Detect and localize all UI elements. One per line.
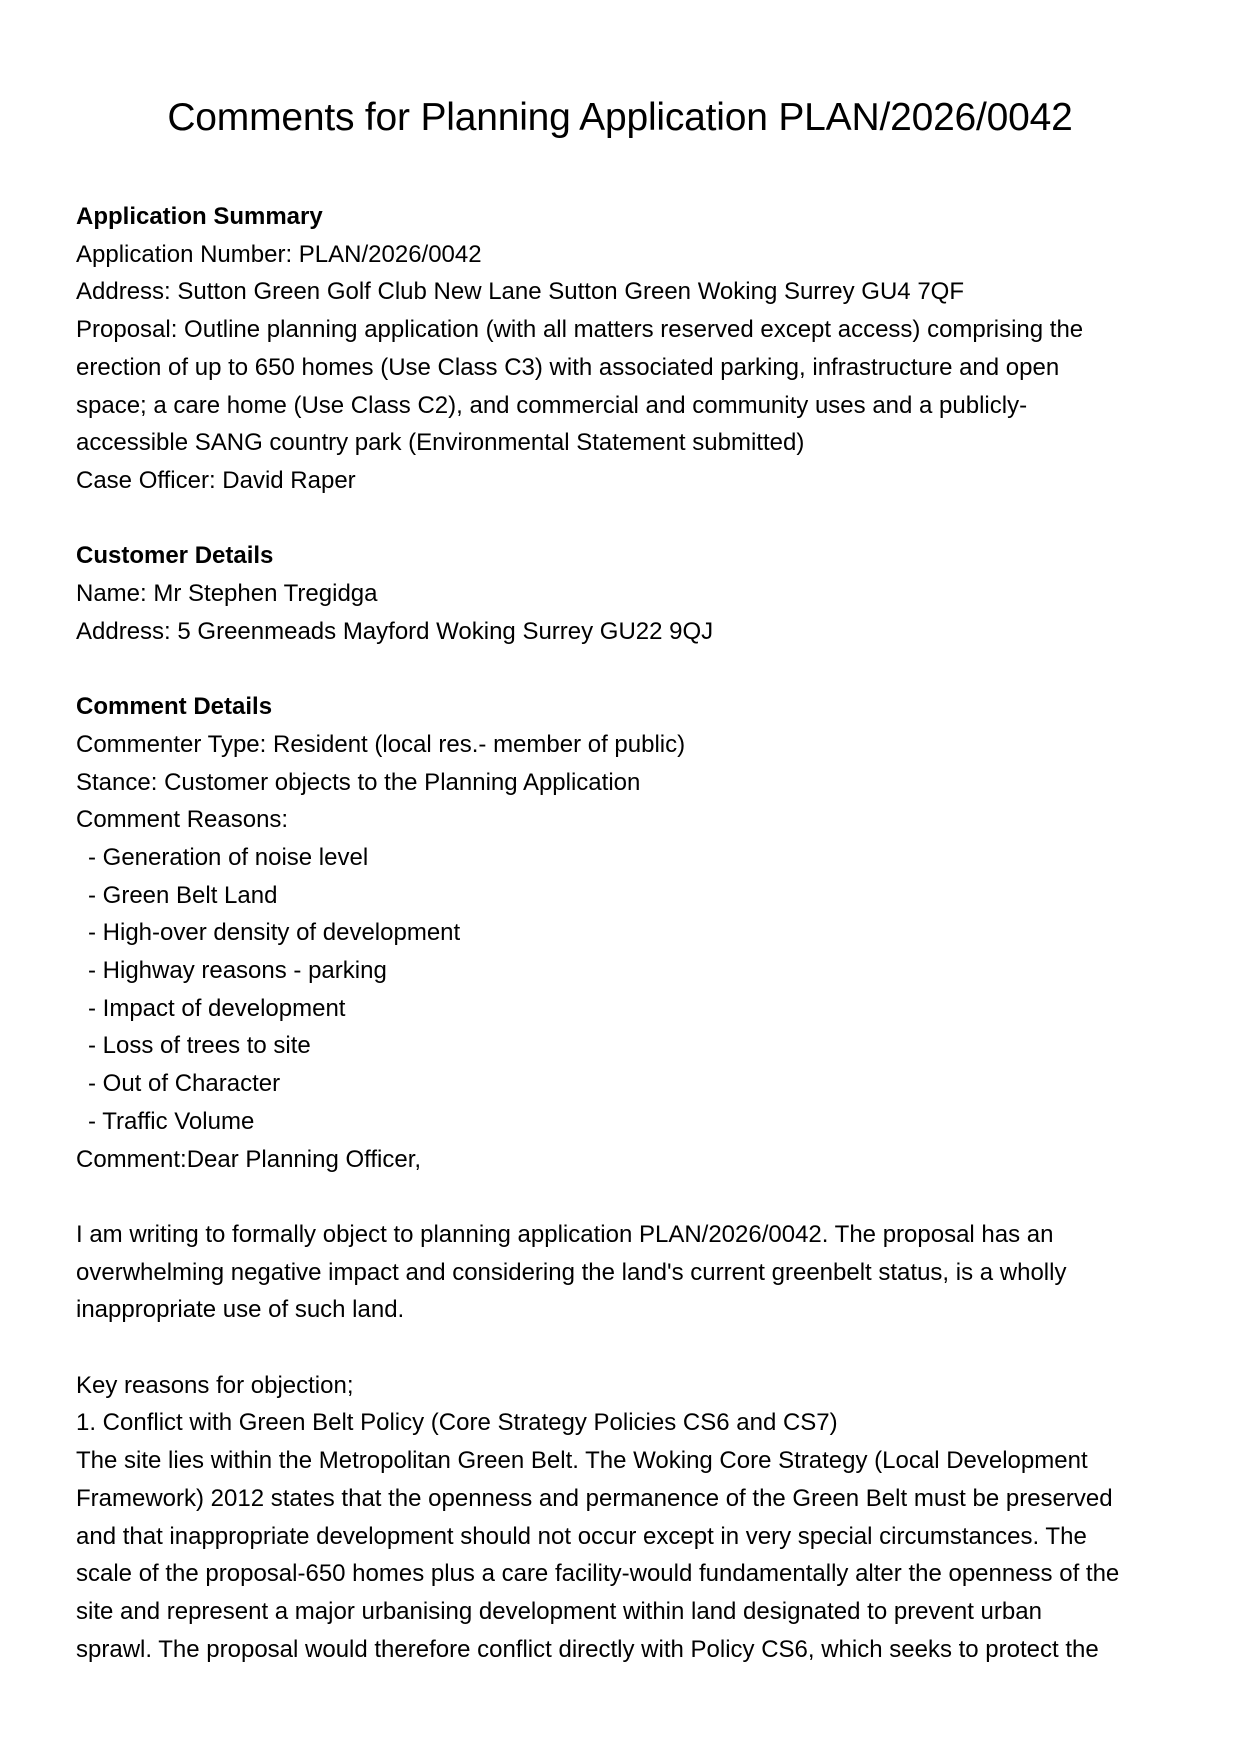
- stance-value: Customer objects to the Planning Application: [164, 768, 641, 796]
- customer-address-row: [76, 613, 1176, 651]
- document-body: [76, 198, 1176, 1668]
- key-reasons-heading: Key reasons for objection;: [76, 1371, 354, 1399]
- comment-reason-item: - Traffic Volume: [88, 1107, 255, 1135]
- customer-address-label: Address:: [76, 617, 171, 645]
- spacer: [76, 1329, 1176, 1367]
- commenter-type-value: Resident (local res.- member of public): [272, 730, 686, 758]
- objection-point-line: The site lies within the Metropolitan Green Belt. The Woking Core Strategy (Local Development: [76, 1447, 1088, 1475]
- commenter-type-label: Commenter Type:: [76, 730, 267, 758]
- customer-name-value: Mr Stephen Tregidga: [153, 580, 378, 608]
- proposal-line: erection of up to 650 homes (Use Class C3) with associated parking, infrastructure and open: [76, 353, 1060, 381]
- comment-paragraph-line: inappropriate use of such land.: [76, 1296, 405, 1324]
- objection-point-line: site and represent a major urbanising development within land designated to prevent urban: [76, 1597, 1042, 1625]
- comment-reason-item: - Generation of noise level: [88, 843, 369, 871]
- comment-reasons-label: Comment Reasons:: [76, 806, 289, 834]
- application-number-row: [76, 236, 1176, 274]
- comment-salutation: Comment:Dear Planning Officer,: [76, 1145, 422, 1173]
- comment-reason-item: - Out of Character: [88, 1070, 281, 1098]
- application-number-label: Application Number:: [76, 240, 293, 268]
- spacer: [76, 1178, 1176, 1216]
- section-heading-customer-details: Customer Details: [76, 542, 274, 570]
- case-officer-row: [76, 462, 1176, 500]
- proposal-line: Proposal: Outline planning application (with all matters reserved except access) comprising the: [76, 316, 1084, 344]
- application-address-value: Sutton Green Golf Club New Lane Sutton Green Woking Surrey GU4 7QF: [177, 278, 964, 306]
- comment-reason-item: - Loss of trees to site: [88, 1032, 311, 1060]
- comment-reason-item: - Green Belt Land: [88, 881, 278, 909]
- section-heading-comment-details: Comment Details: [76, 693, 273, 721]
- application-address-row: [76, 273, 1176, 311]
- customer-name-row: [76, 575, 1176, 613]
- objection-point-line: and that inappropriate development should not occur except in very special circumstances. The: [76, 1522, 1087, 1550]
- proposal-line: accessible SANG country park (Environmental Statement submitted): [76, 429, 805, 457]
- comment-paragraph-line: I am writing to formally object to planning application PLAN/2026/0042. The proposal has an: [76, 1220, 1054, 1248]
- stance-row: [76, 764, 1176, 802]
- comment-reason-item: - High-over density of development: [88, 919, 461, 947]
- comment-paragraph-line: overwhelming negative impact and considering the land's current greenbelt status, is a wholly: [76, 1258, 1067, 1286]
- proposal-line: space; a care home (Use Class C2), and commercial and community uses and a publicly-: [76, 391, 1028, 419]
- objection-point-line: scale of the proposal-650 homes plus a care facility-would fundamentally alter the openness of the: [76, 1560, 1120, 1588]
- case-officer-value: David Raper: [222, 466, 356, 494]
- objection-point-line: sprawl. The proposal would therefore conflict directly with Policy CS6, which seeks to protect the: [76, 1635, 1099, 1663]
- commenter-type-row: [76, 726, 1176, 764]
- stance-label: Stance:: [76, 768, 158, 796]
- section-heading-application-summary: Application Summary: [76, 203, 323, 230]
- application-address-label: Address:: [76, 278, 171, 306]
- spacer: [76, 500, 1176, 538]
- application-number-value: PLAN/2026/0042: [298, 240, 482, 268]
- spacer: [76, 650, 1176, 688]
- customer-name-label: Name:: [76, 580, 147, 608]
- page-title: Comments for Planning Application PLAN/2026/0042: [167, 96, 1073, 139]
- case-officer-label: Case Officer:: [76, 466, 216, 494]
- objection-point-line: Framework) 2012 states that the openness and permanence of the Green Belt must be preserved: [76, 1484, 1113, 1512]
- comment-reason-item: - Impact of development: [88, 994, 346, 1022]
- customer-address-value: 5 Greenmeads Mayford Woking Surrey GU22 9QJ: [177, 617, 714, 645]
- comment-reason-item: - Highway reasons - parking: [88, 957, 387, 985]
- objection-point-title: 1. Conflict with Green Belt Policy (Core Strategy Policies CS6 and CS7): [76, 1409, 838, 1437]
